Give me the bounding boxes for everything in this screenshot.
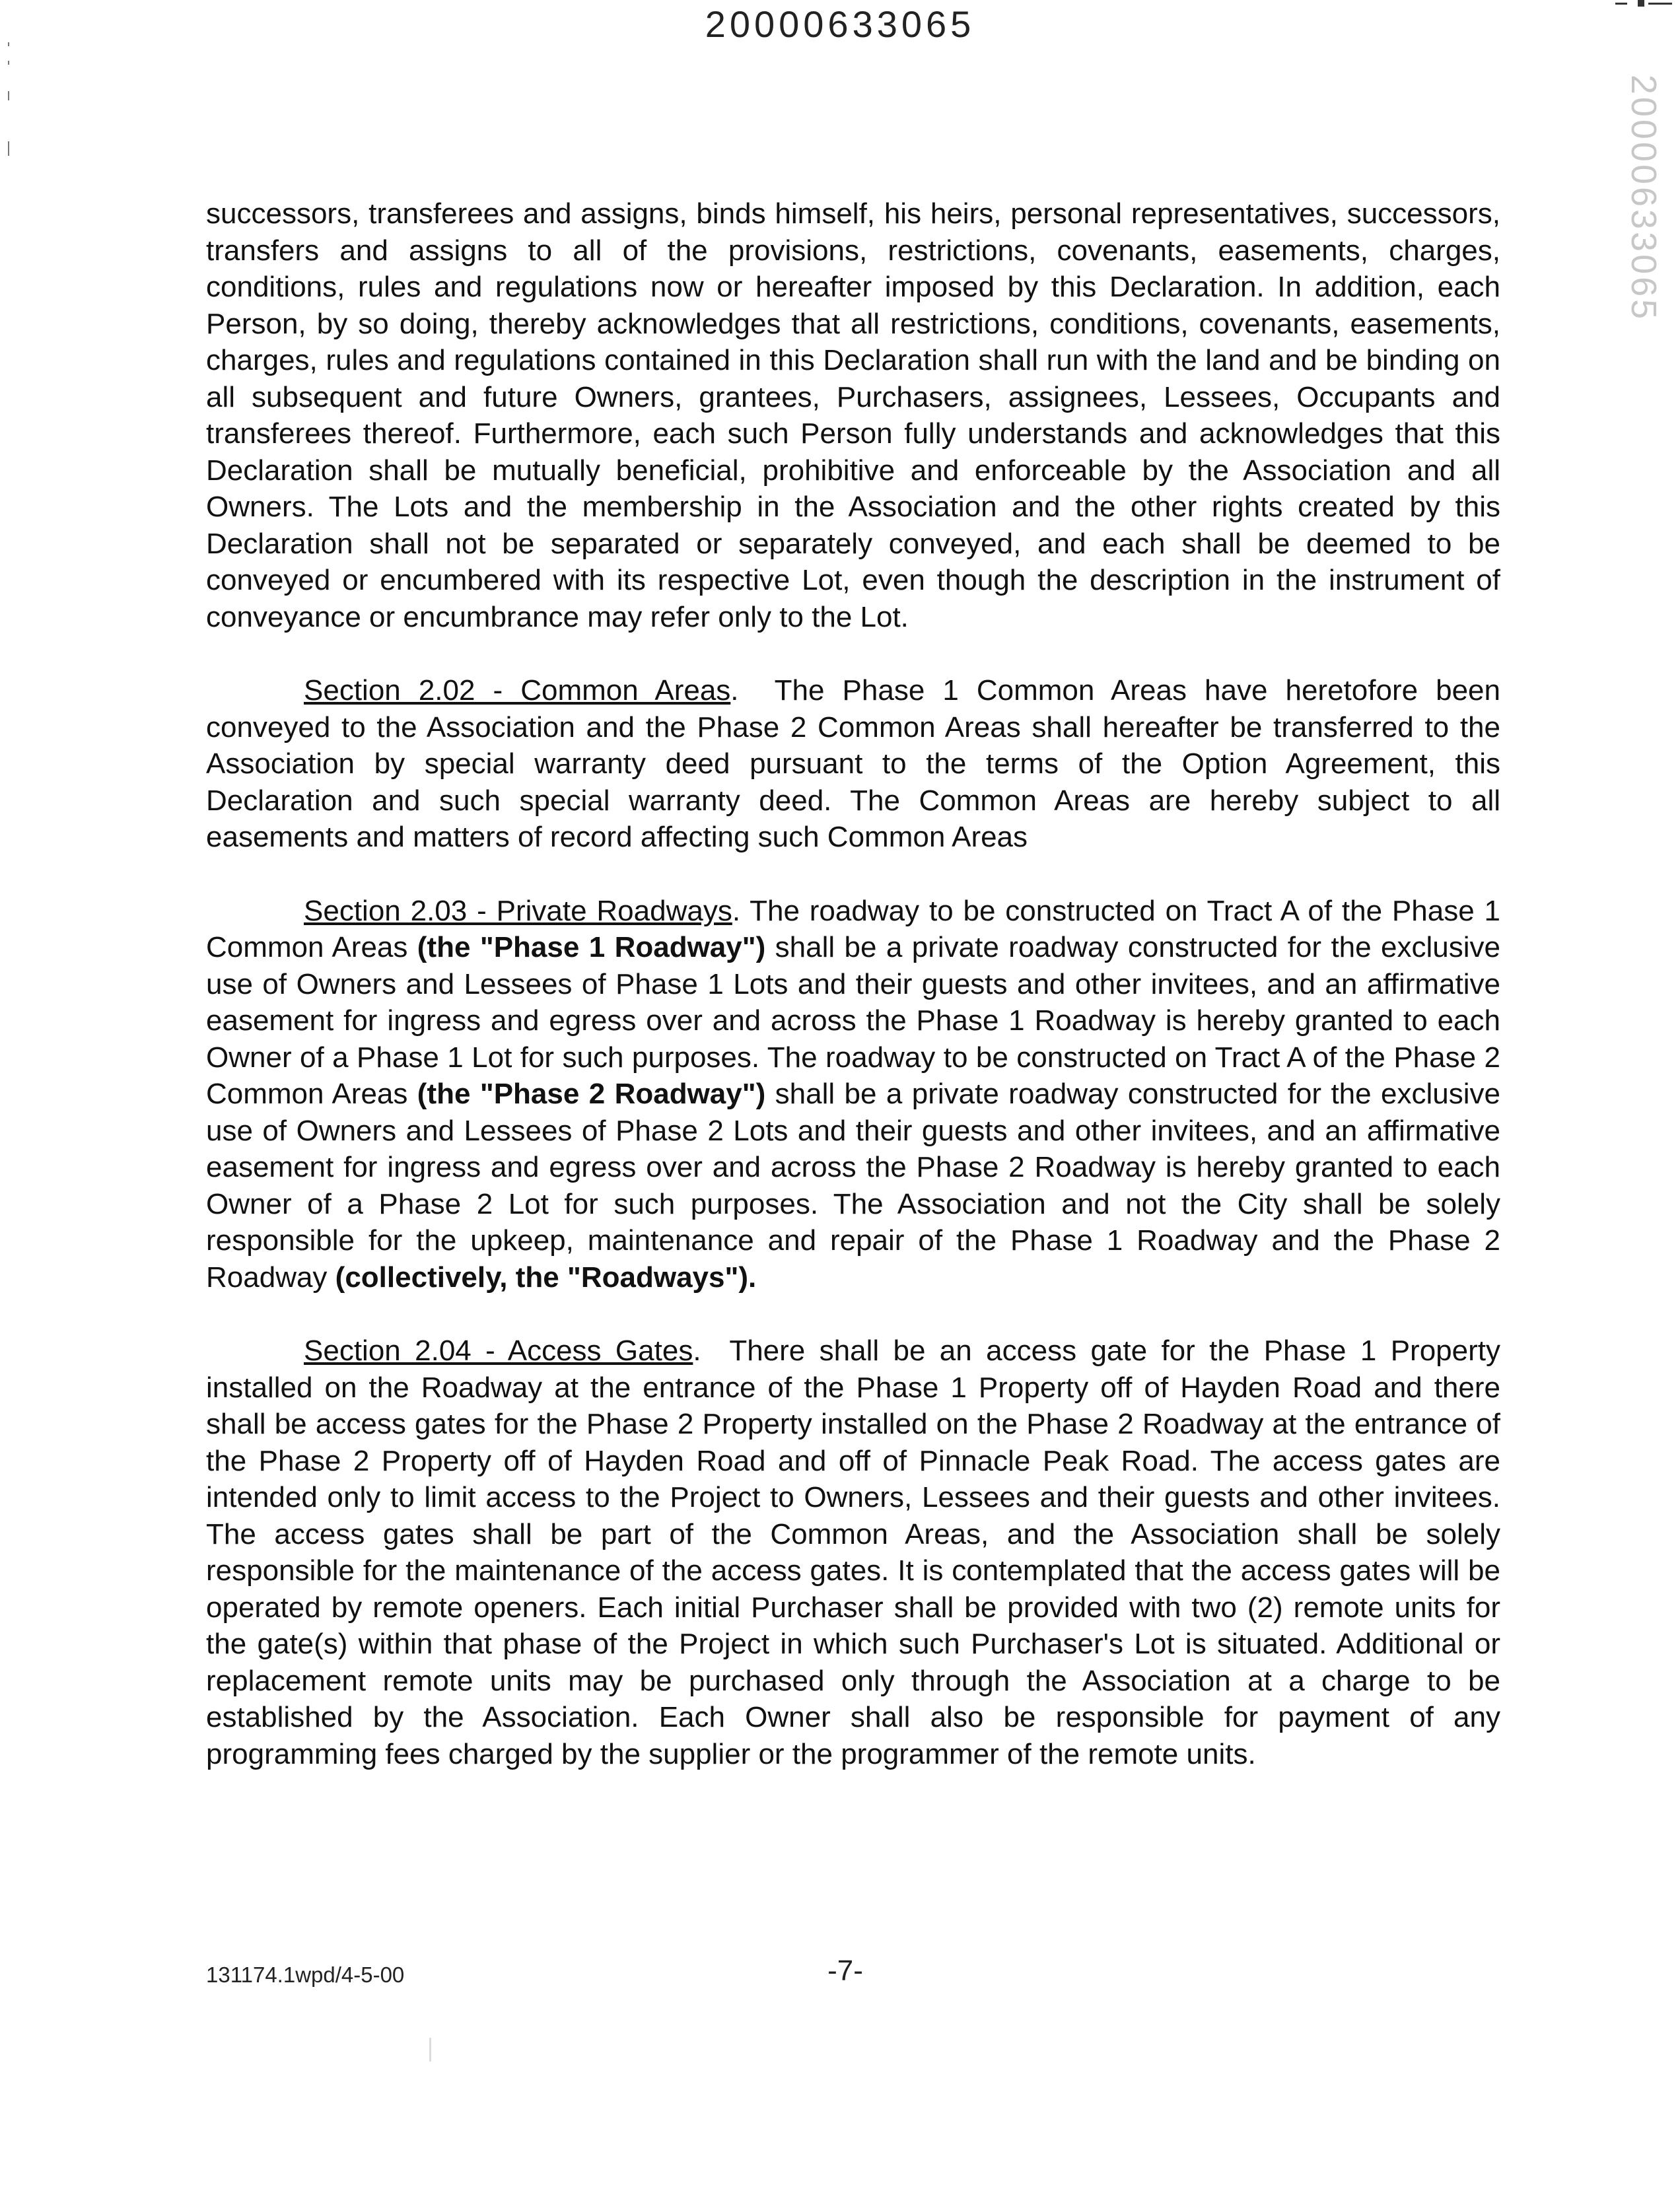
recording-number: 20000633065 [705, 3, 975, 45]
scan-edge-marks [7, 42, 12, 161]
file-reference: 131174.1wpd/4-5-00 [206, 1962, 405, 1987]
section-2-04: Section 2.04 - Access Gates. There shall be an access gate for the Phase 1 Property installed on the Roadway at the entrance of the Phase 1 Property off of Hayden Road and there shall be access gates for the Phase 2 Property installed on the Phase 2 Roadway at the entrance of the Phase 2 Property off of Hayden Road and off of Pinnacle Peak Road. The access gates are intended only to limit access to the Project to Owners, Lessees and their guests and other invitees. The access gates shall be part of the Common Areas, and the Association shall be solely responsible for the maintenance of the access gates. It is contemplated that the access gates will be operated by remote openers. Each initial Purchaser shall be provided with two (2) remote units for the gate(s) within that phase of the Project in which such Purchaser's Lot is situated. Additional or replacement remote units may be purchased only through the Association at a charge to be established by the Association. Each Owner shall also be responsible for payment of any programming fees charged by the supplier or the programmer of the remote units. [206, 1335, 1500, 1770]
section-2-03-text-2: shall be a private roadway constructed for the exclusive use of Owners and Lessees of Phase 1 Lots and their guests and other invitees, and an affirmative easement for ingress and egress over and across the Phase 1 Roadway is hereby granted to each Owner of a Phase 1 Lot for such purposes. The roadway to be constructed on Tract A of the Phase 2 Common Areas [206, 931, 1500, 1110]
page-number: -7- [827, 1955, 863, 1987]
scan-speck [429, 2038, 431, 2062]
corner-mark [1615, 0, 1675, 8]
section-2-02: Section 2.02 - Common Areas. The Phase 1 Common Areas have heretofore been conveyed to the Association and the Phase 2 Common Areas shall hereafter be transferred to the Association by special warranty deed pursuant to the terms of the Option Agreement, this Declaration and such special warranty deed. The Common Areas are hereby subject to all easements and matters of record affecting such Common Areas [206, 674, 1501, 853]
side-stamp-text: 20000633065 [1624, 74, 1664, 322]
section-2-04-body: There shall be an access gate for the Phase 1 Property installed on the Roadway at the entrance of the Phase 1 Property off of Hayden Road and there shall be access gates for the Phase 2 Property installed on the Phase 2 Roadway at the entrance of the Phase 2 Property off of Hayden Road and off of Pinnacle Peak Road. The access gates are intended only to limit access to the Project to Owners, Lessees and their guests and other invitees. The access gates shall be part of the Common Areas, and the Association shall be solely responsible for the maintenance of the access gates. It is contemplated that the access gates will be operated by remote openers. Each initial Purchaser shall be provided with two (2) remote units for the gate(s) within that phase of the Project in which such Purchaser's Lot is situated. Additional or replacement remote units may be purchased only through the Association at a charge to be established by the Association. Each Owner shall also be responsible for payment of any programming fees charged by the supplier or the programmer of the remote units. [206, 1335, 1500, 1770]
section-2-04-heading: Section 2.04 - Access Gates [304, 1335, 693, 1367]
section-2-03-text-3: shall be a private roadway constructed for the exclusive use of Owners and Lessees of Phase 2 Lots and their guests and other invitees, and an affirmative easement for ingress and egress over and across the Phase 2 Roadway is hereby granted to each Owner of a Phase 2 Lot for such purposes. The Association and not the City shall be solely responsible for the upkeep, maintenance and repair of the Phase 1 Roadway and the Phase 2 Roadway [206, 1078, 1500, 1294]
section-2-03-heading: Section 2.03 - Private Roadways [304, 894, 732, 927]
phase-2-roadway-term: (the "Phase 2 Roadway") [417, 1078, 766, 1110]
section-2-02-heading: Section 2.02 - Common Areas [304, 674, 731, 707]
side-recording-stamp [1615, 74, 1672, 322]
section-2-03-text-1: The roadway to be constructed on Tract A of the Phase 1 Common Areas [206, 894, 1500, 963]
document-body [206, 195, 1500, 1772]
roadways-term: (collectively, the "Roadways"). [335, 1261, 757, 1294]
phase-1-roadway-term: (the "Phase 1 Roadway") [417, 931, 766, 963]
section-2-03: Section 2.03 - Private Roadways. The roadway to be constructed on Tract A of the Phase 1 Common Areas (the "Phase 1 Roadway") shall be a private roadway constructed for the exclusive use of Owners and Lessees of Phase 1 Lots and their guests and other invitees, and an affirmative easement for ingress and egress over and across the Phase 1 Roadway is hereby granted to each Owner of a Phase 1 Lot for such purposes. The roadway to be constructed on Tract A of the Phase 2 Common Areas (the "Phase 2 Roadway") shall be a private roadway constructed for the exclusive use of Owners and Lessees of Phase 2 Lots and their guests and other invitees, and an affirmative easement for ingress and egress over and across the Phase 2 Roadway is hereby granted to each Owner of a Phase 2 Lot for such purposes. The Association and not the City shall be solely responsible for the upkeep, maintenance and repair of the Phase 1 Roadway and the Phase 2 Roadway (collectively, the "Roadways"). [206, 894, 1500, 1294]
section-2-02-body: The Phase 1 Common Areas have heretofore been conveyed to the Association and the Phase 2 Common Areas shall hereafter be transferred to the Association by special warranty deed pursuant to the terms of the Option Agreement, this Declaration and such special warranty deed. The Common Areas are hereby subject to all easements and matters of record affecting such Common Areas [206, 674, 1501, 853]
paragraph-declaration-binding: successors, transferees and assigns, binds himself, his heirs, personal representatives, successors, transfers and assigns to all of the provisions, restrictions, covenants, easements, charges, conditions, rules and regulations now or hereafter imposed by this Declaration. In addition, each Person, by so doing, thereby acknowledges that all restrictions, conditions, covenants, easements, charges, rules and regulations contained in this Declaration shall run with the land and be binding on all subsequent and future Owners, grantees, Purchasers, assignees, Lessees, Occupants and transferees thereof. Furthermore, each such Person fully understands and acknowledges that this Declaration shall be mutually beneficial, prohibitive and enforceable by the Association and all Owners. The Lots and the membership in the Association and the other rights created by this Declaration shall not be separated or separately conveyed, and each shall be deemed to be conveyed or encumbered with its respective Lot, even though the description in the instrument of conveyance or encumbrance may refer only to the Lot. [206, 197, 1500, 633]
